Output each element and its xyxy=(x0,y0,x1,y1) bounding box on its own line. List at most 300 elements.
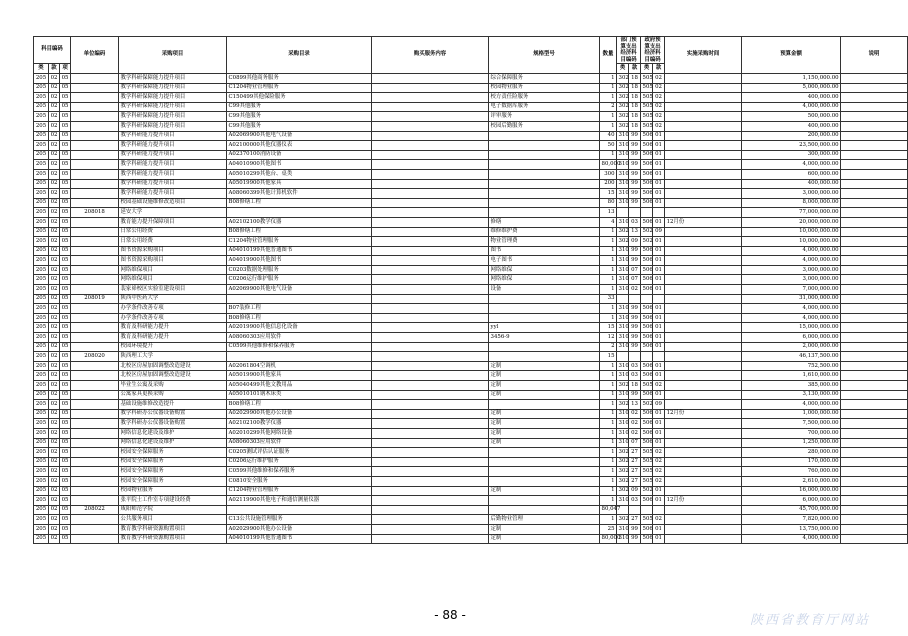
cell-g1: 506 xyxy=(641,438,653,448)
cell-catalog: C99其他服务 xyxy=(227,112,372,122)
cell-lei: 205 xyxy=(34,448,49,458)
cell-project: 日常公用经费 xyxy=(119,227,227,237)
cell-unit xyxy=(71,246,119,256)
cell-d2: 99 xyxy=(629,131,641,141)
cell-lei: 205 xyxy=(34,476,49,486)
cell-lei: 205 xyxy=(34,457,49,467)
cell-amount: 400,000.00 xyxy=(742,121,841,131)
cell-time xyxy=(665,515,742,525)
cell-d1: 302 xyxy=(617,400,629,410)
cell-xiang: 05 xyxy=(60,323,71,333)
cell-spec: 定制 xyxy=(489,486,600,496)
table-row xyxy=(34,352,908,362)
cell-note xyxy=(841,333,908,343)
cell-time xyxy=(665,246,742,256)
table-row xyxy=(34,227,908,237)
cell-g2: 02 xyxy=(653,467,665,477)
cell-spec: yyl xyxy=(489,323,600,333)
cell-unit xyxy=(71,342,119,352)
cell-amount: 1,250,000.00 xyxy=(742,438,841,448)
cell-d1: 310 xyxy=(617,285,629,295)
cell-lei: 205 xyxy=(34,313,49,323)
cell-d1 xyxy=(617,294,629,304)
cell-unit xyxy=(71,524,119,534)
cell-d1: 310 xyxy=(617,179,629,189)
cell-note xyxy=(841,217,908,227)
cell-g2: 01 xyxy=(653,333,665,343)
cell-qty: 4 xyxy=(600,217,617,227)
cell-unit xyxy=(71,534,119,544)
cell-qty: 1 xyxy=(600,476,617,486)
cell-note xyxy=(841,208,908,218)
cell-content xyxy=(372,428,489,438)
cell-time xyxy=(665,265,742,275)
cell-catalog: A05040499其他文教用品 xyxy=(227,381,372,391)
cell-kuan: 02 xyxy=(49,390,60,400)
cell-kuan: 02 xyxy=(49,486,60,496)
cell-catalog: B08修缮工程 xyxy=(227,400,372,410)
cell-unit xyxy=(71,237,119,247)
cell-unit: 208022 xyxy=(71,505,119,515)
table-row xyxy=(34,217,908,227)
cell-time xyxy=(665,476,742,486)
cell-catalog: A02102100教学仪器 xyxy=(227,217,372,227)
cell-g2: 01 xyxy=(653,275,665,285)
table-row xyxy=(34,505,908,515)
cell-spec: 定制 xyxy=(489,390,600,400)
table-row xyxy=(34,371,908,381)
cell-spec xyxy=(489,189,600,199)
cell-time xyxy=(665,304,742,314)
cell-g2: 02 xyxy=(653,121,665,131)
cell-lei: 205 xyxy=(34,496,49,506)
cell-note xyxy=(841,275,908,285)
header-dept-budget-subject: 部门预算支出经济科目编码 xyxy=(617,37,641,64)
cell-qty: 1 xyxy=(600,457,617,467)
cell-d2: 27 xyxy=(629,476,641,486)
cell-g2: 01 xyxy=(653,409,665,419)
cell-kuan: 02 xyxy=(49,371,60,381)
cell-kuan: 02 xyxy=(49,361,60,371)
cell-lei: 205 xyxy=(34,285,49,295)
cell-project: 网络维保项目 xyxy=(119,265,227,275)
cell-time xyxy=(665,102,742,112)
cell-g1: 505 xyxy=(641,112,653,122)
cell-g1: 506 xyxy=(641,198,653,208)
cell-time xyxy=(665,534,742,544)
cell-d2: 03 xyxy=(629,371,641,381)
cell-project: 延安大学 xyxy=(119,208,227,218)
cell-spec: 定制 xyxy=(489,361,600,371)
cell-qty: 1 xyxy=(600,246,617,256)
cell-content xyxy=(372,179,489,189)
cell-amount: 752,500.00 xyxy=(742,361,841,371)
cell-g2 xyxy=(653,505,665,515)
cell-amount: 4,000,000.00 xyxy=(742,102,841,112)
table-row xyxy=(34,419,908,429)
cell-g1: 506 xyxy=(641,189,653,199)
cell-note xyxy=(841,534,908,544)
cell-content xyxy=(372,304,489,314)
header-project: 采购项目 xyxy=(119,37,227,74)
cell-lei: 205 xyxy=(34,169,49,179)
table-row xyxy=(34,265,908,275)
cell-qty: 12 xyxy=(600,333,617,343)
cell-g1: 506 xyxy=(641,256,653,266)
cell-kuan: 02 xyxy=(49,381,60,391)
cell-content xyxy=(372,342,489,352)
cell-time: 12月份 xyxy=(665,409,742,419)
table-row xyxy=(34,304,908,314)
cell-time xyxy=(665,285,742,295)
cell-kuan: 02 xyxy=(49,342,60,352)
cell-project: 北校区房屋加固调整改造建设 xyxy=(119,361,227,371)
cell-time xyxy=(665,352,742,362)
cell-qty: 1 xyxy=(600,150,617,160)
cell-note xyxy=(841,361,908,371)
cell-lei: 205 xyxy=(34,74,49,84)
cell-note xyxy=(841,400,908,410)
cell-qty: 1 xyxy=(600,400,617,410)
cell-d2: 99 xyxy=(629,179,641,189)
table-row xyxy=(34,256,908,266)
cell-unit xyxy=(71,179,119,189)
cell-content xyxy=(372,83,489,93)
cell-qty: 1 xyxy=(600,486,617,496)
cell-g2: 09 xyxy=(653,400,665,410)
cell-catalog: A02010299其他网络设备 xyxy=(227,428,372,438)
cell-project: 教学科研能力提升项目 xyxy=(119,131,227,141)
table-row xyxy=(34,275,908,285)
cell-amount: 1,150,000.00 xyxy=(742,74,841,84)
cell-content xyxy=(372,237,489,247)
cell-xiang: 05 xyxy=(60,112,71,122)
cell-xiang: 05 xyxy=(60,265,71,275)
cell-content xyxy=(372,265,489,275)
cell-d2: 99 xyxy=(629,246,641,256)
cell-d1: 310 xyxy=(617,256,629,266)
header-qty: 数量 xyxy=(600,37,617,74)
cell-qty: 50 xyxy=(600,141,617,151)
cell-project: 公寓家具更换采购 xyxy=(119,390,227,400)
cell-kuan: 02 xyxy=(49,179,60,189)
cell-lei: 205 xyxy=(34,534,49,544)
cell-unit xyxy=(71,428,119,438)
cell-d1: 310 xyxy=(617,246,629,256)
cell-qty: 1 xyxy=(600,237,617,247)
cell-catalog: A04010199其他普通图书 xyxy=(227,534,372,544)
cell-g1: 506 xyxy=(641,428,653,438)
cell-time xyxy=(665,524,742,534)
cell-time xyxy=(665,179,742,189)
cell-qty: 300 xyxy=(600,169,617,179)
cell-amount: 1,000,000.00 xyxy=(742,409,841,419)
cell-amount: 3,000,000.00 xyxy=(742,265,841,275)
cell-amount: 7,000,000.00 xyxy=(742,285,841,295)
cell-catalog: C1204物业管理服务 xyxy=(227,486,372,496)
cell-kuan: 02 xyxy=(49,467,60,477)
cell-g2: 01 xyxy=(653,131,665,141)
cell-catalog: A02019900其他信息化设备 xyxy=(227,323,372,333)
cell-catalog: A02061804空调机 xyxy=(227,361,372,371)
cell-project: 校园基础设施维修改造项目 xyxy=(119,198,227,208)
cell-g1: 506 xyxy=(641,409,653,419)
cell-lei: 205 xyxy=(34,102,49,112)
cell-xiang: 05 xyxy=(60,419,71,429)
cell-project: 图书资源采购项目 xyxy=(119,256,227,266)
cell-g2: 01 xyxy=(653,179,665,189)
cell-unit xyxy=(71,371,119,381)
cell-qty: 1 xyxy=(600,438,617,448)
cell-unit xyxy=(71,333,119,343)
cell-spec xyxy=(489,400,600,410)
cell-project: 教学科研能力提升项目 xyxy=(119,169,227,179)
cell-note xyxy=(841,352,908,362)
cell-unit xyxy=(71,102,119,112)
cell-d2: 27 xyxy=(629,467,641,477)
cell-qty: 1 xyxy=(600,93,617,103)
table-row xyxy=(34,476,908,486)
cell-lei: 205 xyxy=(34,409,49,419)
cell-note xyxy=(841,160,908,170)
cell-d2: 03 xyxy=(629,496,641,506)
cell-kuan: 02 xyxy=(49,457,60,467)
cell-catalog: C0899其他商务服务 xyxy=(227,74,372,84)
cell-amount: 1,610,000.00 xyxy=(742,371,841,381)
cell-content xyxy=(372,371,489,381)
cell-xiang: 05 xyxy=(60,179,71,189)
cell-catalog: A04019900其他图书 xyxy=(227,256,372,266)
header-gov-category: 类 xyxy=(641,64,653,74)
cell-g1: 506 xyxy=(641,333,653,343)
cell-xiang: 05 xyxy=(60,428,71,438)
cell-spec xyxy=(489,496,600,506)
cell-time xyxy=(665,189,742,199)
cell-xiang: 05 xyxy=(60,217,71,227)
cell-d2: 07 xyxy=(629,265,641,275)
cell-kuan: 02 xyxy=(49,505,60,515)
cell-kuan: 02 xyxy=(49,141,60,151)
cell-qty: 15 xyxy=(600,352,617,362)
cell-d1: 310 xyxy=(617,333,629,343)
cell-d2: 27 xyxy=(629,448,641,458)
cell-catalog: A04010900其他图书 xyxy=(227,160,372,170)
table-row xyxy=(34,237,908,247)
cell-content xyxy=(372,467,489,477)
cell-spec xyxy=(489,179,600,189)
table-row xyxy=(34,208,908,218)
cell-note xyxy=(841,515,908,525)
cell-xiang: 05 xyxy=(60,74,71,84)
cell-g2: 01 xyxy=(653,189,665,199)
cell-d1: 310 xyxy=(617,390,629,400)
cell-qty: 15 xyxy=(600,323,617,333)
cell-amount: 7,820,000.00 xyxy=(742,515,841,525)
cell-kuan: 02 xyxy=(49,256,60,266)
table-row xyxy=(34,361,908,371)
cell-content xyxy=(372,313,489,323)
cell-project: 教学科研能力提升项目 xyxy=(119,141,227,151)
cell-kuan: 02 xyxy=(49,285,60,295)
cell-lei: 205 xyxy=(34,505,49,515)
table-row xyxy=(34,102,908,112)
cell-g2 xyxy=(653,352,665,362)
cell-unit xyxy=(71,419,119,429)
cell-g1: 506 xyxy=(641,342,653,352)
cell-content xyxy=(372,361,489,371)
cell-note xyxy=(841,313,908,323)
cell-qty: 40 xyxy=(600,131,617,141)
cell-note xyxy=(841,141,908,151)
cell-kuan: 02 xyxy=(49,428,60,438)
cell-d1: 302 xyxy=(617,476,629,486)
cell-time xyxy=(665,160,742,170)
cell-catalog: A02100000其他仪器仪表 xyxy=(227,141,372,151)
cell-note xyxy=(841,237,908,247)
cell-d1: 302 xyxy=(617,467,629,477)
cell-unit xyxy=(71,131,119,141)
cell-note xyxy=(841,74,908,84)
cell-project: 教育及科研能力提升 xyxy=(119,323,227,333)
cell-project: 教学科研办公仪器设备购置 xyxy=(119,409,227,419)
cell-note xyxy=(841,131,908,141)
cell-d2: 99 xyxy=(629,524,641,534)
table-row xyxy=(34,179,908,189)
cell-unit xyxy=(71,265,119,275)
cell-unit xyxy=(71,304,119,314)
cell-project: 北校区房屋加固调整改造建设 xyxy=(119,371,227,381)
cell-content xyxy=(372,524,489,534)
cell-g1: 506 xyxy=(641,390,653,400)
cell-time xyxy=(665,467,742,477)
cell-qty: 1 xyxy=(600,74,617,84)
cell-d2: 03 xyxy=(629,217,641,227)
cell-time xyxy=(665,457,742,467)
cell-note xyxy=(841,256,908,266)
cell-kuan: 02 xyxy=(49,313,60,323)
table-row xyxy=(34,141,908,151)
cell-spec: 设备 xyxy=(489,285,600,295)
cell-time xyxy=(665,169,742,179)
cell-g2: 01 xyxy=(653,323,665,333)
cell-g1: 506 xyxy=(641,323,653,333)
cell-kuan: 02 xyxy=(49,198,60,208)
cell-amount: 280,000.00 xyxy=(742,448,841,458)
cell-d2 xyxy=(629,352,641,362)
cell-unit xyxy=(71,150,119,160)
cell-time xyxy=(665,381,742,391)
cell-g1: 506 xyxy=(641,304,653,314)
cell-lei: 205 xyxy=(34,265,49,275)
cell-project: 基础设施维修改造提升 xyxy=(119,400,227,410)
table-row xyxy=(34,93,908,103)
cell-time: 12月份 xyxy=(665,496,742,506)
cell-time xyxy=(665,361,742,371)
cell-lei: 205 xyxy=(34,227,49,237)
cell-g2: 01 xyxy=(653,150,665,160)
cell-g2: 01 xyxy=(653,371,665,381)
cell-amount: 15,000,000.00 xyxy=(742,323,841,333)
cell-project: 网络信息化建设及维护 xyxy=(119,438,227,448)
page-number: - 88 - xyxy=(434,608,466,622)
cell-d1: 302 xyxy=(617,74,629,84)
cell-amount: 45,700,000.00 xyxy=(742,505,841,515)
cell-g1: 506 xyxy=(641,361,653,371)
cell-kuan: 02 xyxy=(49,323,60,333)
cell-xiang: 05 xyxy=(60,390,71,400)
cell-d2: 02 xyxy=(629,285,641,295)
cell-spec: 物业管理费 xyxy=(489,237,600,247)
cell-kuan: 02 xyxy=(49,121,60,131)
cell-g2: 02 xyxy=(653,457,665,467)
table-row xyxy=(34,409,908,419)
budget-table-sheet xyxy=(33,36,880,604)
cell-kuan: 02 xyxy=(49,237,60,247)
table-row xyxy=(34,524,908,534)
cell-qty: 1 xyxy=(600,112,617,122)
cell-xiang: 05 xyxy=(60,333,71,343)
cell-note xyxy=(841,112,908,122)
cell-amount: 300,000.00 xyxy=(742,150,841,160)
cell-d1: 310 xyxy=(617,198,629,208)
cell-content xyxy=(372,227,489,237)
cell-g2: 02 xyxy=(653,112,665,122)
cell-amount: 760,000.00 xyxy=(742,467,841,477)
cell-time xyxy=(665,448,742,458)
cell-amount: 500,000.00 xyxy=(742,112,841,122)
cell-lei: 205 xyxy=(34,141,49,151)
cell-time xyxy=(665,83,742,93)
cell-g1: 506 xyxy=(641,217,653,227)
cell-lei: 205 xyxy=(34,93,49,103)
cell-d2: 09 xyxy=(629,486,641,496)
cell-d1: 310 xyxy=(617,189,629,199)
cell-g1: 505 xyxy=(641,121,653,131)
cell-d1: 310 xyxy=(617,419,629,429)
cell-xiang: 05 xyxy=(60,169,71,179)
cell-time xyxy=(665,198,742,208)
cell-xiang: 05 xyxy=(60,448,71,458)
cell-project: 毕业生公寓及采购 xyxy=(119,381,227,391)
cell-amount: 6,000,000.00 xyxy=(742,333,841,343)
cell-content xyxy=(372,448,489,458)
cell-unit xyxy=(71,141,119,151)
cell-content xyxy=(372,131,489,141)
cell-g2: 01 xyxy=(653,141,665,151)
cell-catalog: C0205测试评估认证服务 xyxy=(227,448,372,458)
cell-spec: 定制 xyxy=(489,534,600,544)
cell-spec xyxy=(489,169,600,179)
cell-catalog: A02029900其他办公设备 xyxy=(227,409,372,419)
cell-spec: 定制 xyxy=(489,371,600,381)
header-content: 购买服务内容 xyxy=(372,37,489,74)
cell-g1: 505 xyxy=(641,476,653,486)
cell-content xyxy=(372,381,489,391)
cell-d2: 99 xyxy=(629,304,641,314)
cell-d1: 310 xyxy=(617,534,629,544)
cell-kuan: 02 xyxy=(49,150,60,160)
cell-note xyxy=(841,121,908,131)
cell-lei: 205 xyxy=(34,333,49,343)
cell-d2 xyxy=(629,505,641,515)
cell-amount: 4,000,000.00 xyxy=(742,160,841,170)
cell-d2: 02 xyxy=(629,419,641,429)
cell-lei: 205 xyxy=(34,304,49,314)
cell-note xyxy=(841,524,908,534)
header-unit-code: 单位编码 xyxy=(71,37,119,74)
cell-xiang: 05 xyxy=(60,256,71,266)
header-section: 款 xyxy=(49,64,60,74)
